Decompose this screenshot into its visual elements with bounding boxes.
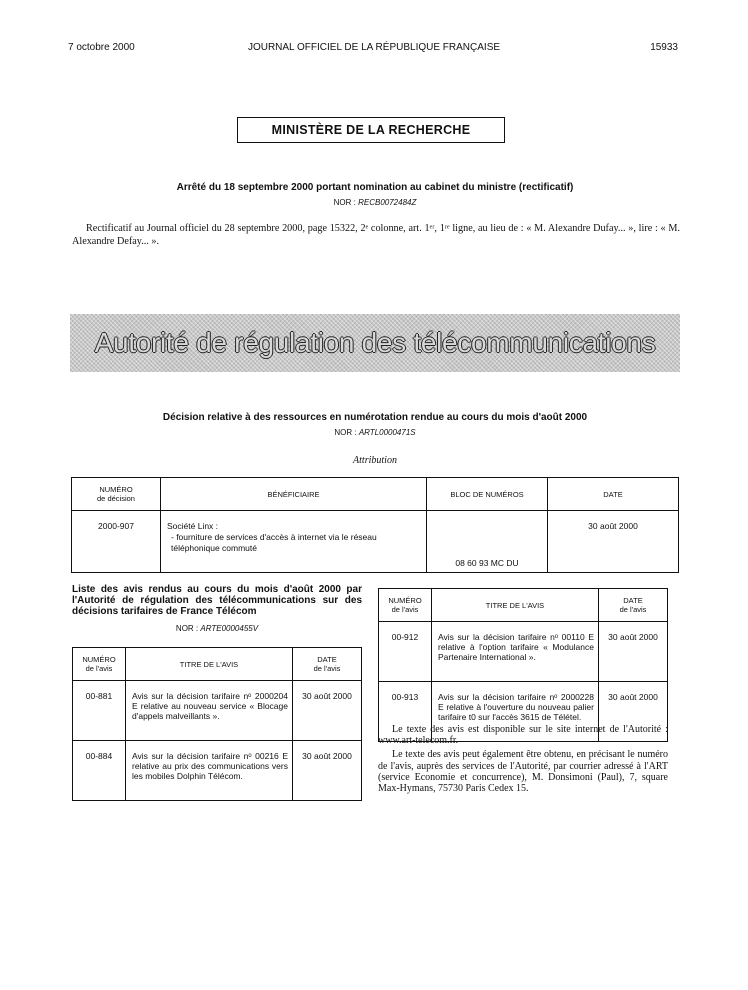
decision-nor	[70, 428, 680, 437]
attribution-label: Attribution	[353, 455, 397, 466]
col-header-titre: TITRE DE L'AVIS	[126, 648, 293, 681]
number-block: 08 60 93 MC DU	[427, 511, 548, 573]
rectificatif-text: Rectificatif au Journal officiel du 28 septembre 2000, page 15322, 2ᵉ colonne, art. 1ᵉʳ, 1ʳᵉ ligne, au lieu de : « M. Alexandre Dufay... », lire : « M. Alexandre Defay... ».	[72, 223, 680, 247]
liste-title: Liste des avis rendus au cours du mois d'août 2000 par l'Autorité de régulation des télécommunications sur des décisions tarifaires de France Télécom	[72, 584, 362, 617]
avis-availability-text: Le texte des avis est disponible sur le site internet de l'Autorité : www.art-telecom.fr.	[378, 724, 668, 747]
table-row	[73, 741, 362, 801]
decision-date: 30 août 2000	[548, 511, 679, 573]
avis-number: 00-881	[73, 681, 126, 741]
avis-table-left	[72, 647, 362, 801]
col-header-numero: NUMÉRO de décision	[72, 478, 161, 511]
nor-value: ARTE0000455V	[200, 624, 259, 633]
avis-number: 00-912	[379, 622, 432, 682]
banner-title: Autorité de régulation des télécommunications	[94, 327, 656, 358]
ministry-label: MINISTÈRE DE LA RECHERCHE	[271, 123, 471, 137]
col-header-numero: NUMÉRO de l'avis	[379, 589, 432, 622]
nor-label: NOR :	[334, 428, 357, 437]
ministry-heading	[237, 117, 505, 143]
beneficiary-detail: - fourniture de services d'accès à internet via le réseau téléphonique commuté	[171, 532, 377, 553]
decision-number: 2000-907	[72, 511, 161, 573]
avis-title: Avis sur la décision tarifaire nᵒ 00216 E relative au prix des communications vers les mobiles Dolphin Télécom.	[126, 741, 293, 801]
table-row	[73, 681, 362, 741]
table-row	[379, 622, 668, 682]
avis-date: 30 août 2000	[293, 681, 362, 741]
liste-nor	[72, 624, 362, 633]
col-header-date: DATE de l'avis	[293, 648, 362, 681]
page-number: 15933	[650, 42, 678, 53]
nor-value: RECB0072484Z	[358, 198, 417, 207]
decision-table	[71, 477, 679, 573]
avis-date: 30 août 2000	[293, 741, 362, 801]
col-header-date: DATE de l'avis	[599, 589, 668, 622]
arrete-nor	[70, 198, 680, 207]
table-header-row	[73, 648, 362, 681]
col-header-titre: TITRE DE L'AVIS	[432, 589, 599, 622]
avis-notes	[378, 724, 668, 797]
arrete-title: Arrêté du 18 septembre 2000 portant nomination au cabinet du ministre (rectificatif)	[176, 182, 574, 193]
nor-value: ARTL0000471S	[358, 428, 416, 437]
col-header-numero: NUMÉRO de l'avis	[73, 648, 126, 681]
avis-number: 00-913	[379, 682, 432, 742]
beneficiary-cell	[161, 511, 427, 573]
avis-title: Avis sur la décision tarifaire nᵒ 2000204 E relative au nouveau service « Blocage d'appels malveillants ».	[126, 681, 293, 741]
avis-date: 30 août 2000	[599, 622, 668, 682]
table-row	[72, 511, 679, 573]
avis-title: Avis sur la décision tarifaire nᵒ 00110 E relative à l'option tarifaire « Modulance Partenaire International ».	[432, 622, 599, 682]
avis-contact-text: Le texte des avis peut également être obtenu, en précisant le numéro de l'avis, auprès des services de l'Autorité, par courrier adressé à l'ART (service Economie et concurrence), M. Donsimoni (Paul), 7, square Max-Hymans, 75730 Paris Cedex 15.	[378, 749, 668, 795]
avis-table-right	[378, 588, 668, 742]
table-header-row	[379, 589, 668, 622]
beneficiary-name: Société Linx :	[167, 521, 219, 531]
col-header-date: DATE	[548, 478, 679, 511]
avis-title: Avis sur la décision tarifaire nᵒ 2000228 E relative à l'ouverture du nouveau palier tarifaire t0 sur l'accès 3615 de Télétel.	[432, 682, 599, 742]
nor-label: NOR :	[333, 198, 356, 207]
col-header-bloc: BLOC DE NUMÉROS	[427, 478, 548, 511]
journal-title: JOURNAL OFFICIEL DE LA RÉPUBLIQUE FRANÇAISE	[247, 42, 501, 53]
col-header-beneficiaire: BÉNÉFICIAIRE	[161, 478, 427, 511]
nor-label: NOR :	[175, 624, 199, 633]
section-banner	[70, 314, 680, 372]
table-header-row	[72, 478, 679, 511]
decision-title: Décision relative à des ressources en numérotation rendue au cours du mois d'août 2000	[162, 412, 588, 423]
avis-date: 30 août 2000	[599, 682, 668, 742]
avis-number: 00-884	[73, 741, 126, 801]
header-date: 7 octobre 2000	[68, 42, 135, 53]
